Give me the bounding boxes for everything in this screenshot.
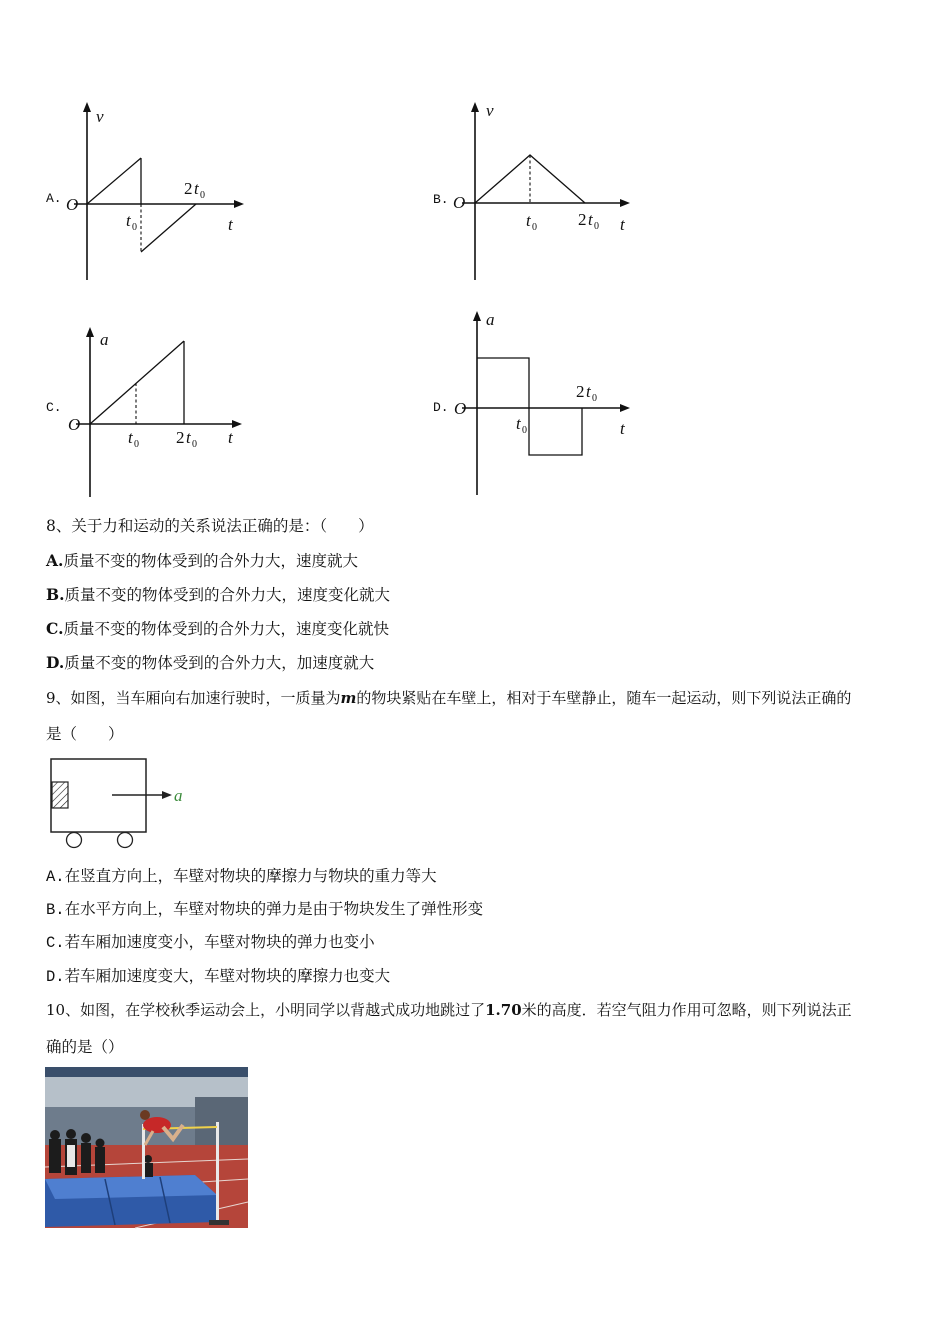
- graph-b: [448, 100, 638, 285]
- graph-a-y-label: v: [96, 107, 104, 126]
- graph-b-2t0: 2: [578, 210, 587, 229]
- graph-c-2t0-sub: 0: [192, 439, 197, 450]
- graph-b-origin: O: [453, 193, 466, 212]
- graph-c-y-label: a: [100, 330, 109, 349]
- graph-a-t0-sub: 0: [132, 222, 137, 233]
- graph-d-y-label: a: [486, 310, 495, 329]
- q10-high-jump-photo: [45, 1067, 248, 1228]
- graph-d-t0: t: [516, 414, 521, 433]
- graph-c: [62, 323, 252, 503]
- q8-option-c: C.质量不变的物体受到的合外力大，速度变化就快: [46, 619, 389, 638]
- graph-c-2t0-t: t: [186, 428, 191, 447]
- graph-d-2t0: 2: [576, 382, 585, 401]
- graph-a-2t0-sub: 0: [200, 190, 205, 201]
- graph-a-2t0-t: t: [194, 179, 199, 198]
- graph-b-t0-sub: 0: [532, 222, 537, 233]
- acceleration-label: a: [174, 786, 183, 805]
- option-b-label: B.: [433, 192, 449, 207]
- q9-option-d: D.若车厢加速度变大，车壁对物块的摩擦力也变大: [46, 967, 391, 986]
- q8-option-b: B.质量不变的物体受到的合外力大，速度变化就大: [46, 585, 391, 604]
- graph-a-t-label: t: [228, 215, 233, 234]
- graph-d-t0-sub: 0: [522, 425, 527, 436]
- q9-option-b: B.在水平方向上，车壁对物块的弹力是由于物块发生了弹性形变: [46, 900, 484, 919]
- graph-b-2t0-sub: 0: [594, 221, 599, 232]
- graph-c-t0: t: [128, 428, 133, 447]
- graph-d-t-label: t: [620, 419, 625, 438]
- graph-c-t-label: t: [228, 428, 233, 447]
- option-d-label: D.: [433, 400, 449, 415]
- option-c-label: C.: [46, 400, 62, 415]
- graph-d-2t0-t: t: [586, 382, 591, 401]
- graph-b-t-label: t: [620, 215, 625, 234]
- graph-d: [448, 305, 638, 500]
- graph-b-2t0-t: t: [588, 210, 593, 229]
- option-a-label: A.: [46, 191, 62, 206]
- q9-option-c: C.若车厢加速度变小，车壁对物块的弹力也变小: [46, 933, 375, 952]
- q8-option-d: D.质量不变的物体受到的合外力大，加速度就大: [46, 653, 375, 672]
- graph-c-origin: O: [68, 415, 81, 434]
- q10-stem-line2: 确的是（）: [46, 1038, 124, 1056]
- q9-stem: 9、如图，当车厢向右加速行驶时，一质量为m的物块紧贴在车壁上，相对于车壁静止，随车一起运动，则下列说法正确的: [46, 689, 852, 707]
- graph-b-y-label: v: [486, 101, 494, 120]
- graph-d-origin: O: [454, 399, 467, 418]
- q10-stem: 10、如图，在学校秋季运动会上，小明同学以背越式成功地跳过了1.70米的高度．若空气阻力作用可忽略，则下列说法正: [46, 1001, 852, 1019]
- q8-stem: 8、关于力和运动的关系说法正确的是：（ ）: [46, 517, 374, 535]
- graph-a-t0: t: [126, 211, 131, 230]
- graph-a-origin: O: [66, 195, 79, 214]
- block-m: [52, 782, 68, 808]
- graph-a-2t0: 2: [184, 179, 193, 198]
- q9-stem-line2: 是（ ）: [46, 725, 124, 743]
- graph-d-2t0-sub: 0: [592, 393, 597, 404]
- graph-c-2t0: 2: [176, 428, 185, 447]
- q8-option-a: A.质量不变的物体受到的合外力大，速度就大: [46, 551, 358, 570]
- graph-c-t0-sub: 0: [134, 439, 139, 450]
- graph-b-t0: t: [526, 211, 531, 230]
- q9-figure-carriage: [48, 756, 198, 852]
- q9-option-a: A.在竖直方向上，车壁对物块的摩擦力与物块的重力等大: [46, 867, 437, 886]
- graph-a: [60, 100, 250, 285]
